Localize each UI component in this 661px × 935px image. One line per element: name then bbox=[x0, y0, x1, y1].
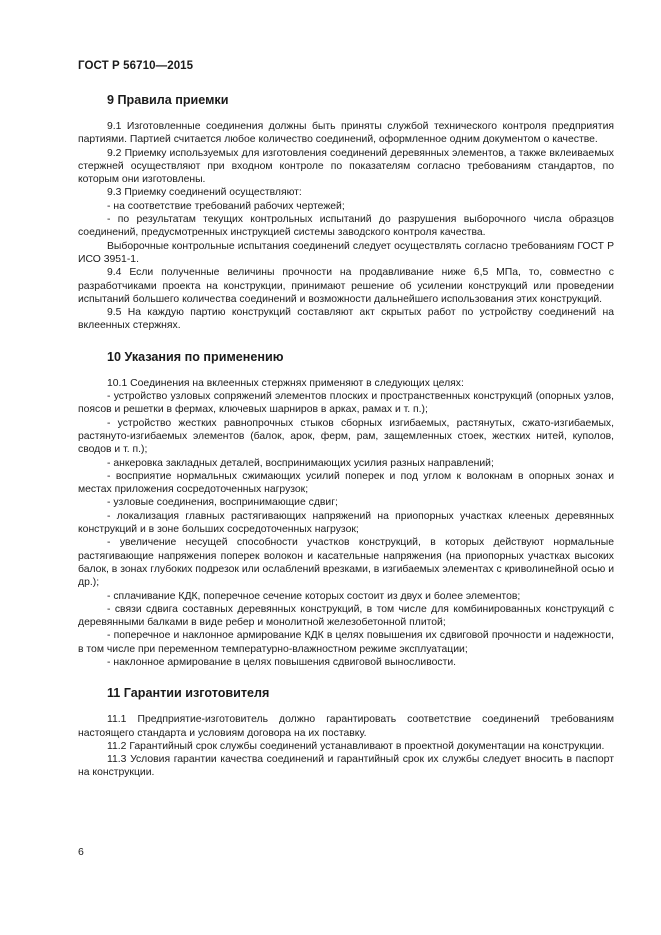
document-code: ГОСТ Р 56710—2015 bbox=[78, 60, 194, 72]
list-item: - связи сдвига составных деревянных конструкций, в том числе для комбинированных конструкций с деревянными балками в виде ребер и монолитной железобетонной плитой; bbox=[78, 603, 614, 629]
section-heading-9: 9 Правила приемки bbox=[107, 93, 229, 107]
paragraph: 9.1 Изготовленные соединения должны быть приняты службой технического контроля предприятия партиями. Партией считается любое количество соединений, оформленное одним документом о качестве. bbox=[78, 121, 614, 146]
section-heading-11: 11 Гарантии изготовителя bbox=[107, 686, 270, 701]
paragraph: 11.2 Гарантийный срок службы соединений устанавливают в проектной документации на конструкции. bbox=[107, 740, 605, 752]
list-item: - увеличение несущей способности участков конструкций, в которых действуют нормальные растягивающие напряжения поперек волокон и касательные напряжения (на приопорных участках высоких балок, в зонах глубоких подрезок или ослаблений врезками, в изгибаемых элементах с криволинейной осью и др.); bbox=[78, 537, 614, 589]
list-item: - узловые соединения, воспринимающие сдвиг; bbox=[107, 497, 338, 509]
paragraph: 9.4 Если полученные величины прочности на продавливание ниже 6,5 МПа, то, совместно с разработчиками проекта на конструкции, принимают решение об усилении конструкций или проведении испытаний большего количества соединений и возможности дальнейшего использования этих конструкций. bbox=[78, 267, 614, 305]
paragraph: 11.3 Условия гарантии качества соединений и гарантийный срок их службы следует вносить в паспорт на конструкции. bbox=[78, 754, 614, 779]
list-item: - сплачивание КДК, поперечное сечение которых состоит из двух и более элементов; bbox=[107, 590, 521, 602]
list-item: - локализация главных растягивающих напряжений на приопорных участках клееных деревянных конструкций и в зоне больших сосредоточенных нагрузок; bbox=[78, 510, 614, 536]
section-heading-10: 10 Указания по применению bbox=[107, 349, 284, 364]
list-item: - восприятие нормальных сжимающих усилий поперек и под углом к волокнам в опорных зонах и местах приложения сосредоточенных нагрузок; bbox=[78, 470, 614, 496]
document-body bbox=[78, 93, 614, 780]
list-item: - поперечное и наклонное армирование КДК в целях повышения их сдвиговой прочности и надежности, в том числе при переменном температурно-влажностном режиме эксплуатации; bbox=[78, 630, 614, 655]
paragraph: 9.2 Приемку используемых для изготовления соединений деревянных элементов, а также вклеиваемых стержней осуществляют при входном контроле по показателям согласно требованиям стандартов, по которым они изготовлены. bbox=[78, 147, 614, 186]
list-item: - на соответствие требований рабочих чертежей; bbox=[107, 200, 345, 212]
list-item: - наклонное армирование в целях повышения сдвиговой выносливости. bbox=[107, 656, 457, 668]
paragraph: 10.1 Соединения на вклеенных стержнях применяют в следующих целях: bbox=[107, 377, 464, 389]
paragraph: 9.3 Приемку соединений осуществляют: bbox=[107, 187, 302, 199]
paragraph: 11.1 Предприятие-изготовитель должно гарантировать соответствие соединений требованиям настоящего стандарта и условиям договора на их поставку. bbox=[78, 714, 614, 739]
list-item: - по результатам текущих контрольных испытаний до разрушения выборочного числа образцов соединений, предусмотренных инструкцией системы заводского контроля качества. bbox=[78, 214, 614, 239]
page-number: 6 bbox=[78, 846, 84, 858]
paragraph: 9.5 На каждую партию конструкций составляют акт скрытых работ по устройству соединений на вклеенных стержнях. bbox=[78, 307, 614, 332]
list-item: - анкеровка закладных деталей, воспринимающих усилия разных направлений; bbox=[107, 457, 494, 469]
list-item: - устройство жестких равнопрочных стыков сборных изгибаемых, растянутых, сжато-изгибаемых, растянуто-изгибаемых элементов (балок, арок, ферм, рам, защемленных стоек, жестких нитей, куполов, сводов и т. п.); bbox=[78, 417, 614, 456]
paragraph: Выборочные контрольные испытания соединений следует осуществлять согласно требованиям ГОСТ Р ИСО 3951-1. bbox=[78, 240, 614, 265]
list-item: - устройство узловых сопряжений элементов плоских и пространственных конструкций (опорных узлов, поясов и решетки в фермах, ключевых шарниров в арках, рамах и т. п.); bbox=[78, 391, 614, 416]
